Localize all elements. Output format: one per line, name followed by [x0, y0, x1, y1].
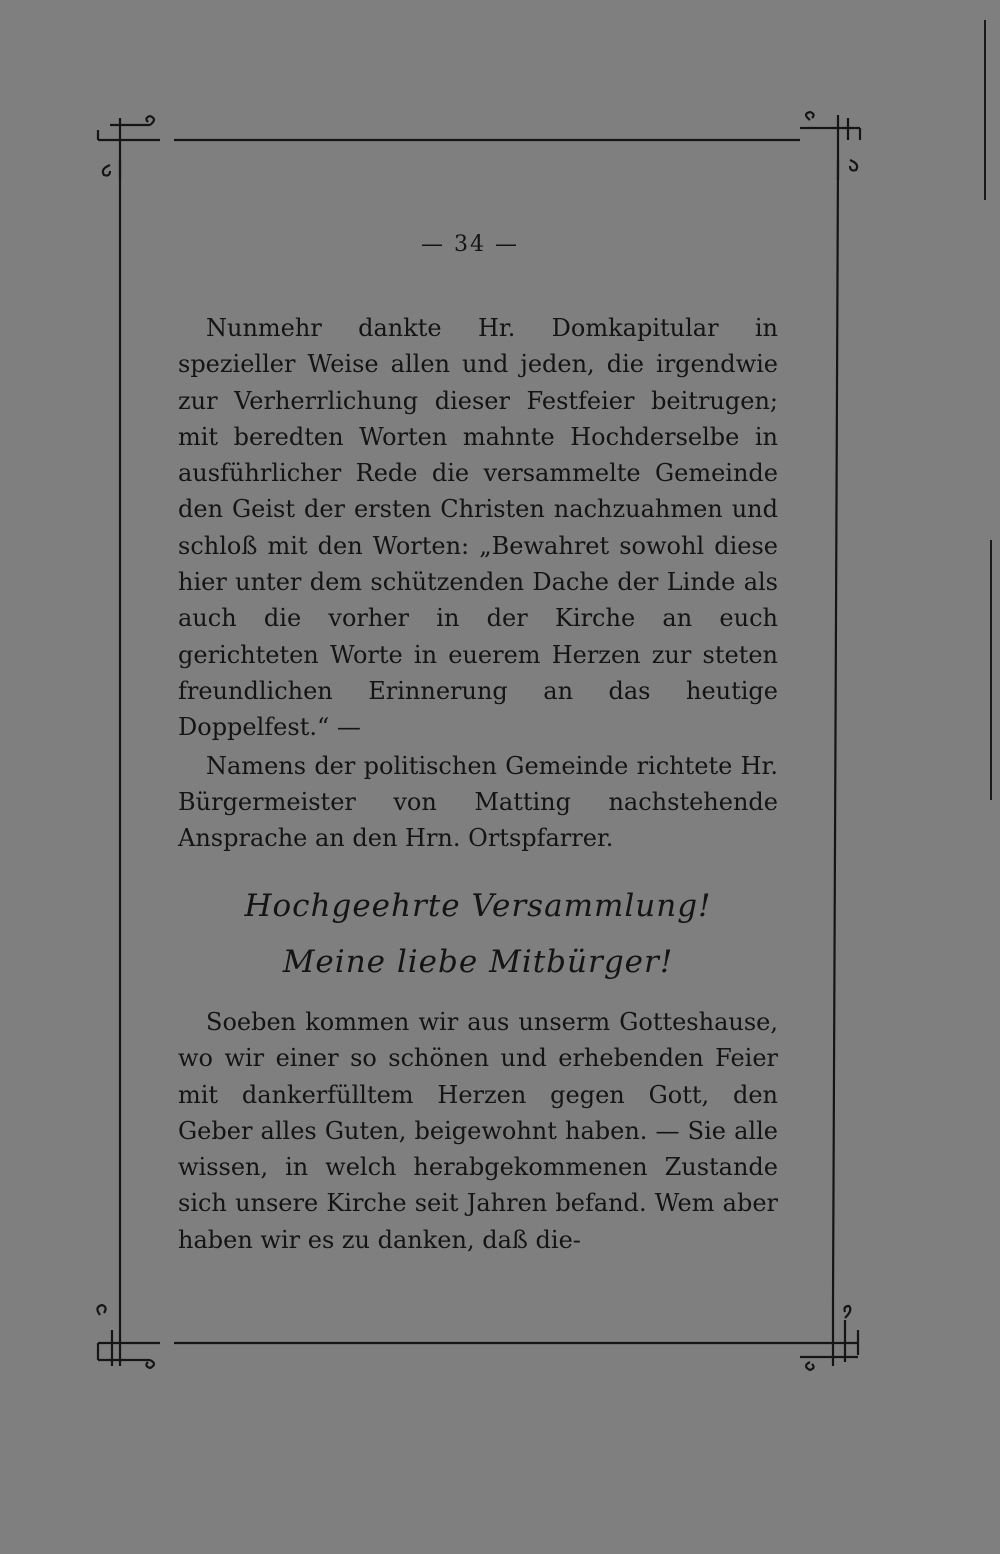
- border-right-rule: [833, 160, 838, 1300]
- corner-ornament-top-right: [800, 112, 860, 180]
- address-heading-line-1: Hochgeehrte Versammlung!: [244, 888, 712, 924]
- paragraph: Soeben kommen wir aus unserm Gotteshause, wo wir einer so schönen und erhebenden Feier mit dankerfülltem Herzen gegen Gott, den Geber alles Guten, beigewohnt haben. — Sie alle wissen, in welch herabgekommenen Zustande sich unsere Kirche seit Jahren befand. Wem aber haben wir es zu danken, daß die-: [178, 1008, 778, 1254]
- scan-edge-mark: [990, 540, 992, 800]
- paragraph: Namens der politischen Gemeinde richtete Hr. Bürgermeister von Matting nachstehende Ansprache an den Hrn. Ortspfarrer.: [178, 751, 778, 853]
- body-text-upper: [178, 310, 778, 856]
- corner-ornament-bottom-left: [97, 1300, 160, 1368]
- corner-ornament-bottom-right: [800, 1300, 858, 1370]
- body-text-lower: [178, 1004, 778, 1258]
- page-number: — 34 —: [421, 232, 519, 257]
- paragraph: Nunmehr dankte Hr. Domkapitular in spezieller Weise allen und jeden, die irgendwie zur Verherrlichung dieser Festfeier beitrugen; mit beredten Worten mahnte Hochderselbe in ausführlicher Rede die versammelte Gemeinde den Geist der ersten Christen nachzuahmen und schloß mit den Worten: „Bewahret sowohl diese hier unter dem schützenden Dache der Linde als auch die vorher in der Kirche an euch gerichteten Worte in euerem Herzen zur steten freundlichen Erinnerung an das heutige Doppelfest.“ —: [178, 314, 778, 742]
- corner-ornament-top-left: [98, 116, 160, 180]
- address-heading-line-2: Meine liebe Mitbürger!: [282, 944, 674, 980]
- scan-edge-mark: [984, 20, 986, 200]
